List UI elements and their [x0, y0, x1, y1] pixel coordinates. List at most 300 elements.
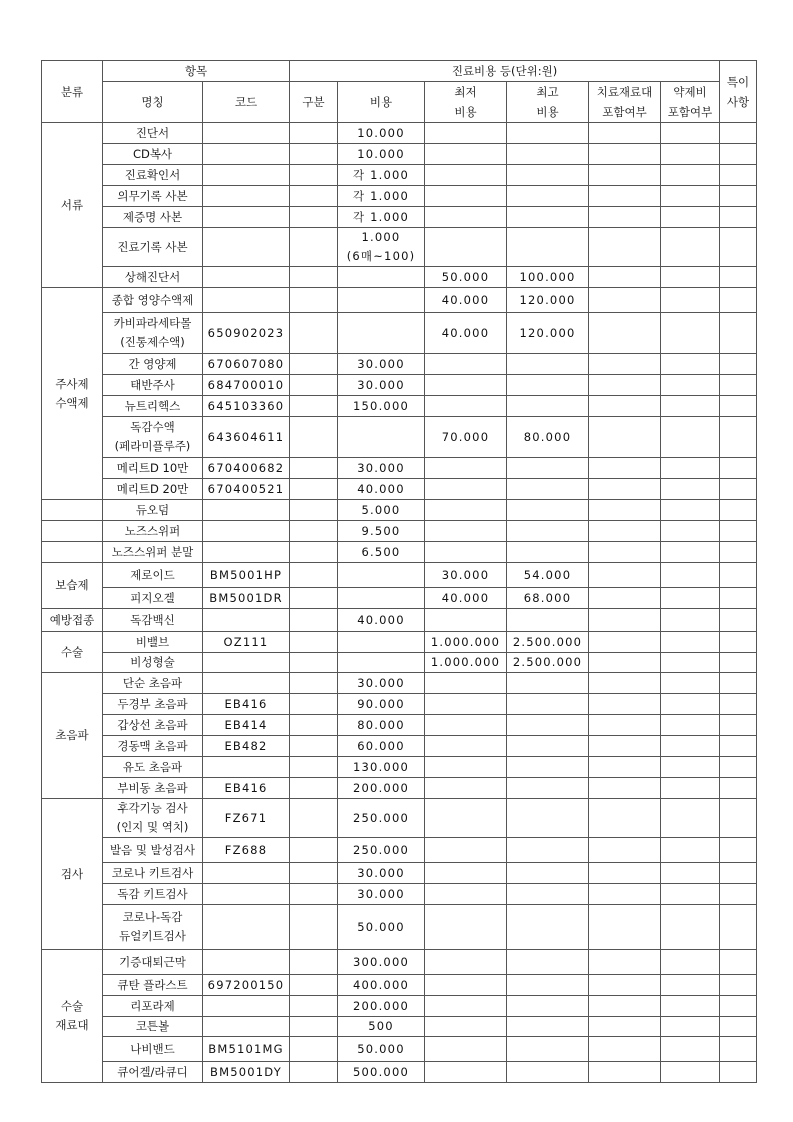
table-row: [42, 123, 757, 144]
notes-cell: [720, 950, 757, 975]
item-code-cell: EB482: [203, 736, 290, 757]
item-code-cell: FZ688: [203, 838, 290, 863]
table-row: [42, 563, 757, 588]
item-name-cell: 간 영양제: [103, 354, 203, 375]
notes-cell: [720, 799, 757, 838]
item-code-cell: [203, 996, 290, 1017]
drug-included-cell: [661, 884, 720, 905]
item-code-cell: [203, 1017, 290, 1037]
item-code-cell: EB416: [203, 778, 290, 799]
item-name-cell: 제증명 사본: [103, 207, 203, 228]
division-cell: [290, 267, 338, 288]
medical-fee-table: [41, 60, 757, 1083]
material-included-cell: [589, 799, 661, 838]
drug-included-cell: [661, 500, 720, 521]
cost-cell: 130.000: [338, 757, 425, 778]
table-row: [42, 1017, 757, 1037]
material-included-cell: [589, 975, 661, 996]
category-cell: 검사: [42, 799, 103, 950]
table-row: [42, 165, 757, 186]
item-name-cell: 제로이드: [103, 563, 203, 588]
cost-cell: [338, 313, 425, 354]
item-name-cell: 두경부 초음파: [103, 694, 203, 715]
material-included-cell: [589, 1037, 661, 1062]
item-code-cell: 670400521: [203, 479, 290, 500]
min-cost-cell: [425, 609, 507, 632]
item-name-cell: 태반주사: [103, 375, 203, 396]
drug-included-cell: [661, 313, 720, 354]
material-included-cell: [589, 588, 661, 609]
item-code-cell: [203, 186, 290, 207]
drug-included-cell: [661, 396, 720, 417]
max-cost-cell: [507, 905, 589, 950]
division-cell: [290, 313, 338, 354]
max-cost-cell: [507, 479, 589, 500]
table-row: [42, 228, 757, 267]
table-row: [42, 609, 757, 632]
item-name-cell: 독감 키트검사: [103, 884, 203, 905]
table-row: [42, 757, 757, 778]
table-row: [42, 863, 757, 884]
notes-cell: [720, 563, 757, 588]
item-name-cell: 진단서: [103, 123, 203, 144]
division-cell: [290, 673, 338, 694]
drug-included-cell: [661, 123, 720, 144]
item-code-cell: [203, 653, 290, 673]
drug-included-cell: [661, 288, 720, 313]
table-row: [42, 267, 757, 288]
division-cell: [290, 375, 338, 396]
item-name-cell: 코튼볼: [103, 1017, 203, 1037]
item-code-cell: BM5001DR: [203, 588, 290, 609]
max-cost-cell: [507, 542, 589, 563]
drug-included-cell: [661, 375, 720, 396]
item-code-cell: [203, 500, 290, 521]
item-name-cell: 발음 및 발성검사: [103, 838, 203, 863]
division-cell: [290, 1017, 338, 1037]
max-cost-cell: [507, 884, 589, 905]
drug-included-cell: [661, 228, 720, 267]
min-cost-cell: [425, 905, 507, 950]
category-cell: [42, 500, 103, 521]
table-row: [42, 975, 757, 996]
max-cost-cell: [507, 799, 589, 838]
min-cost-cell: [425, 1062, 507, 1083]
header-notes: 특이 사항: [720, 61, 757, 123]
item-code-cell: [203, 673, 290, 694]
category-cell: 예방접종: [42, 609, 103, 632]
header-max-cost: 최고 비용: [507, 82, 589, 123]
cost-cell: 30.000: [338, 884, 425, 905]
division-cell: [290, 863, 338, 884]
item-code-cell: [203, 905, 290, 950]
division-cell: [290, 1037, 338, 1062]
material-included-cell: [589, 542, 661, 563]
item-name-cell: 큐어겔/라큐디: [103, 1062, 203, 1083]
category-cell: 보습제: [42, 563, 103, 609]
item-code-cell: 650902023: [203, 313, 290, 354]
drug-included-cell: [661, 186, 720, 207]
drug-included-cell: [661, 757, 720, 778]
drug-included-cell: [661, 778, 720, 799]
min-cost-cell: 40.000: [425, 588, 507, 609]
drug-included-cell: [661, 542, 720, 563]
cost-cell: 300.000: [338, 950, 425, 975]
cost-cell: 6.500: [338, 542, 425, 563]
header-cost-group: 진료비용 등(단위:원): [290, 61, 720, 82]
notes-cell: [720, 694, 757, 715]
max-cost-cell: [507, 186, 589, 207]
division-cell: [290, 288, 338, 313]
item-code-cell: BM5101MG: [203, 1037, 290, 1062]
item-code-cell: 697200150: [203, 975, 290, 996]
item-name-cell: 비밸브: [103, 632, 203, 653]
item-name-cell: 후각기능 검사 (인지 및 역치): [103, 799, 203, 838]
cost-cell: 각 1.000: [338, 186, 425, 207]
item-name-cell: 경동맥 초음파: [103, 736, 203, 757]
item-name-cell: 뉴트리헥스: [103, 396, 203, 417]
min-cost-cell: [425, 838, 507, 863]
drug-included-cell: [661, 588, 720, 609]
cost-cell: 40.000: [338, 479, 425, 500]
material-included-cell: [589, 996, 661, 1017]
notes-cell: [720, 288, 757, 313]
min-cost-cell: [425, 950, 507, 975]
division-cell: [290, 354, 338, 375]
max-cost-cell: [507, 521, 589, 542]
max-cost-cell: [507, 950, 589, 975]
cost-cell: 5.000: [338, 500, 425, 521]
table-row: [42, 500, 757, 521]
material-included-cell: [589, 396, 661, 417]
item-code-cell: 670400682: [203, 458, 290, 479]
material-included-cell: [589, 715, 661, 736]
division-cell: [290, 500, 338, 521]
material-included-cell: [589, 1062, 661, 1083]
division-cell: [290, 123, 338, 144]
material-included-cell: [589, 354, 661, 375]
header-code: 코드: [203, 82, 290, 123]
drug-included-cell: [661, 653, 720, 673]
min-cost-cell: [425, 863, 507, 884]
division-cell: [290, 165, 338, 186]
division-cell: [290, 417, 338, 458]
division-cell: [290, 479, 338, 500]
division-cell: [290, 521, 338, 542]
division-cell: [290, 458, 338, 479]
material-included-cell: [589, 632, 661, 653]
cost-cell: 9.500: [338, 521, 425, 542]
min-cost-cell: [425, 996, 507, 1017]
cost-cell: 10.000: [338, 144, 425, 165]
cost-cell: 50.000: [338, 905, 425, 950]
drug-included-cell: [661, 479, 720, 500]
cost-cell: [338, 632, 425, 653]
material-included-cell: [589, 757, 661, 778]
division-cell: [290, 715, 338, 736]
notes-cell: [720, 673, 757, 694]
item-name-cell: 카비파라세타몰 (진통제수액): [103, 313, 203, 354]
min-cost-cell: [425, 736, 507, 757]
item-name-cell: 듀오덤: [103, 500, 203, 521]
division-cell: [290, 609, 338, 632]
material-included-cell: [589, 673, 661, 694]
min-cost-cell: [425, 778, 507, 799]
drug-included-cell: [661, 521, 720, 542]
material-included-cell: [589, 207, 661, 228]
cost-cell: 1.000 (6매~100): [338, 228, 425, 267]
material-included-cell: [589, 838, 661, 863]
max-cost-cell: [507, 694, 589, 715]
material-included-cell: [589, 950, 661, 975]
header-item-group: 항목: [103, 61, 290, 82]
item-code-cell: [203, 863, 290, 884]
division-cell: [290, 542, 338, 563]
table-row: [42, 417, 757, 458]
header-name: 명칭: [103, 82, 203, 123]
cost-cell: [338, 588, 425, 609]
notes-cell: [720, 313, 757, 354]
cost-cell: 90.000: [338, 694, 425, 715]
item-name-cell: 상해진단서: [103, 267, 203, 288]
item-name-cell: 진료확인서: [103, 165, 203, 186]
min-cost-cell: 1.000.000: [425, 653, 507, 673]
cost-cell: 80.000: [338, 715, 425, 736]
max-cost-cell: [507, 165, 589, 186]
cost-cell: 10.000: [338, 123, 425, 144]
min-cost-cell: [425, 884, 507, 905]
notes-cell: [720, 354, 757, 375]
item-name-cell: 노즈스위퍼: [103, 521, 203, 542]
material-included-cell: [589, 267, 661, 288]
item-name-cell: 독감수액 (페라미플루주): [103, 417, 203, 458]
table-row: [42, 354, 757, 375]
max-cost-cell: [507, 778, 589, 799]
item-code-cell: EB416: [203, 694, 290, 715]
drug-included-cell: [661, 165, 720, 186]
max-cost-cell: [507, 715, 589, 736]
table-row: [42, 288, 757, 313]
max-cost-cell: 80.000: [507, 417, 589, 458]
table-row: [42, 736, 757, 757]
material-included-cell: [589, 165, 661, 186]
max-cost-cell: [507, 975, 589, 996]
max-cost-cell: [507, 1037, 589, 1062]
table-row: [42, 996, 757, 1017]
min-cost-cell: [425, 521, 507, 542]
max-cost-cell: [507, 838, 589, 863]
notes-cell: [720, 479, 757, 500]
material-included-cell: [589, 123, 661, 144]
cost-cell: 500: [338, 1017, 425, 1037]
material-included-cell: [589, 653, 661, 673]
cost-cell: 30.000: [338, 354, 425, 375]
drug-included-cell: [661, 144, 720, 165]
item-name-cell: 메리트D 20만: [103, 479, 203, 500]
cost-cell: 50.000: [338, 1037, 425, 1062]
notes-cell: [720, 417, 757, 458]
cost-cell: 200.000: [338, 996, 425, 1017]
table-row: [42, 778, 757, 799]
cost-cell: 250.000: [338, 799, 425, 838]
notes-cell: [720, 123, 757, 144]
table-row: [42, 396, 757, 417]
notes-cell: [720, 588, 757, 609]
notes-cell: [720, 609, 757, 632]
min-cost-cell: [425, 165, 507, 186]
max-cost-cell: [507, 996, 589, 1017]
header-drug-included: 약제비 포함여부: [661, 82, 720, 123]
max-cost-cell: [507, 1062, 589, 1083]
max-cost-cell: [507, 354, 589, 375]
item-code-cell: [203, 757, 290, 778]
table-row: [42, 479, 757, 500]
min-cost-cell: 50.000: [425, 267, 507, 288]
material-included-cell: [589, 778, 661, 799]
item-code-cell: [203, 123, 290, 144]
cost-cell: 150.000: [338, 396, 425, 417]
max-cost-cell: [507, 228, 589, 267]
item-name-cell: 노즈스위퍼 분말: [103, 542, 203, 563]
min-cost-cell: [425, 1017, 507, 1037]
header-category: 분류: [42, 61, 103, 123]
min-cost-cell: [425, 1037, 507, 1062]
max-cost-cell: [507, 1017, 589, 1037]
min-cost-cell: [425, 396, 507, 417]
division-cell: [290, 653, 338, 673]
max-cost-cell: 100.000: [507, 267, 589, 288]
min-cost-cell: [425, 715, 507, 736]
drug-included-cell: [661, 632, 720, 653]
max-cost-cell: [507, 123, 589, 144]
min-cost-cell: 70.000: [425, 417, 507, 458]
cost-cell: [338, 653, 425, 673]
item-code-cell: 670607080: [203, 354, 290, 375]
max-cost-cell: [507, 863, 589, 884]
table-row: [42, 521, 757, 542]
item-code-cell: [203, 609, 290, 632]
min-cost-cell: [425, 228, 507, 267]
table-row: [42, 186, 757, 207]
table-row: [42, 799, 757, 838]
cost-cell: 30.000: [338, 375, 425, 396]
category-cell: 주사제 수액제: [42, 288, 103, 500]
division-cell: [290, 996, 338, 1017]
cost-cell: [338, 417, 425, 458]
table-row: [42, 1062, 757, 1083]
material-included-cell: [589, 186, 661, 207]
item-code-cell: BM5001HP: [203, 563, 290, 588]
min-cost-cell: 40.000: [425, 313, 507, 354]
table-row: [42, 884, 757, 905]
division-cell: [290, 778, 338, 799]
min-cost-cell: [425, 799, 507, 838]
header-division: 구분: [290, 82, 338, 123]
min-cost-cell: [425, 694, 507, 715]
material-included-cell: [589, 288, 661, 313]
cost-cell: 각 1.000: [338, 207, 425, 228]
min-cost-cell: [425, 354, 507, 375]
item-name-cell: 큐탄 플라스트: [103, 975, 203, 996]
table-row: [42, 694, 757, 715]
item-name-cell: 단순 초음파: [103, 673, 203, 694]
division-cell: [290, 950, 338, 975]
header-material-included: 치료재료대 포함여부: [589, 82, 661, 123]
item-code-cell: 643604611: [203, 417, 290, 458]
max-cost-cell: [507, 500, 589, 521]
material-included-cell: [589, 500, 661, 521]
category-cell: 초음파: [42, 673, 103, 799]
cost-cell: 200.000: [338, 778, 425, 799]
table-row: [42, 715, 757, 736]
drug-included-cell: [661, 694, 720, 715]
item-name-cell: 부비동 초음파: [103, 778, 203, 799]
division-cell: [290, 757, 338, 778]
max-cost-cell: 120.000: [507, 288, 589, 313]
item-code-cell: 645103360: [203, 396, 290, 417]
min-cost-cell: [425, 375, 507, 396]
drug-included-cell: [661, 799, 720, 838]
item-name-cell: 진료기록 사본: [103, 228, 203, 267]
drug-included-cell: [661, 905, 720, 950]
max-cost-cell: 120.000: [507, 313, 589, 354]
category-cell: 수술: [42, 632, 103, 673]
division-cell: [290, 736, 338, 757]
material-included-cell: [589, 694, 661, 715]
notes-cell: [720, 863, 757, 884]
max-cost-cell: [507, 396, 589, 417]
drug-included-cell: [661, 715, 720, 736]
min-cost-cell: [425, 975, 507, 996]
item-name-cell: 독감백신: [103, 609, 203, 632]
item-code-cell: [203, 267, 290, 288]
notes-cell: [720, 653, 757, 673]
division-cell: [290, 799, 338, 838]
item-code-cell: OZ111: [203, 632, 290, 653]
max-cost-cell: 68.000: [507, 588, 589, 609]
notes-cell: [720, 396, 757, 417]
drug-included-cell: [661, 207, 720, 228]
max-cost-cell: 2.500.000: [507, 653, 589, 673]
division-cell: [290, 975, 338, 996]
min-cost-cell: [425, 479, 507, 500]
item-name-cell: 리포라제: [103, 996, 203, 1017]
division-cell: [290, 144, 338, 165]
drug-included-cell: [661, 1037, 720, 1062]
material-included-cell: [589, 458, 661, 479]
max-cost-cell: [507, 375, 589, 396]
item-name-cell: 갑상선 초음파: [103, 715, 203, 736]
material-included-cell: [589, 884, 661, 905]
drug-included-cell: [661, 736, 720, 757]
item-code-cell: [203, 950, 290, 975]
drug-included-cell: [661, 1017, 720, 1037]
item-code-cell: [203, 542, 290, 563]
cost-cell: 500.000: [338, 1062, 425, 1083]
table-row: [42, 207, 757, 228]
notes-cell: [720, 521, 757, 542]
division-cell: [290, 186, 338, 207]
material-included-cell: [589, 375, 661, 396]
material-included-cell: [589, 521, 661, 542]
notes-cell: [720, 207, 757, 228]
cost-cell: 400.000: [338, 975, 425, 996]
drug-included-cell: [661, 975, 720, 996]
max-cost-cell: [507, 609, 589, 632]
item-name-cell: 유도 초음파: [103, 757, 203, 778]
min-cost-cell: [425, 458, 507, 479]
item-code-cell: BM5001DY: [203, 1062, 290, 1083]
